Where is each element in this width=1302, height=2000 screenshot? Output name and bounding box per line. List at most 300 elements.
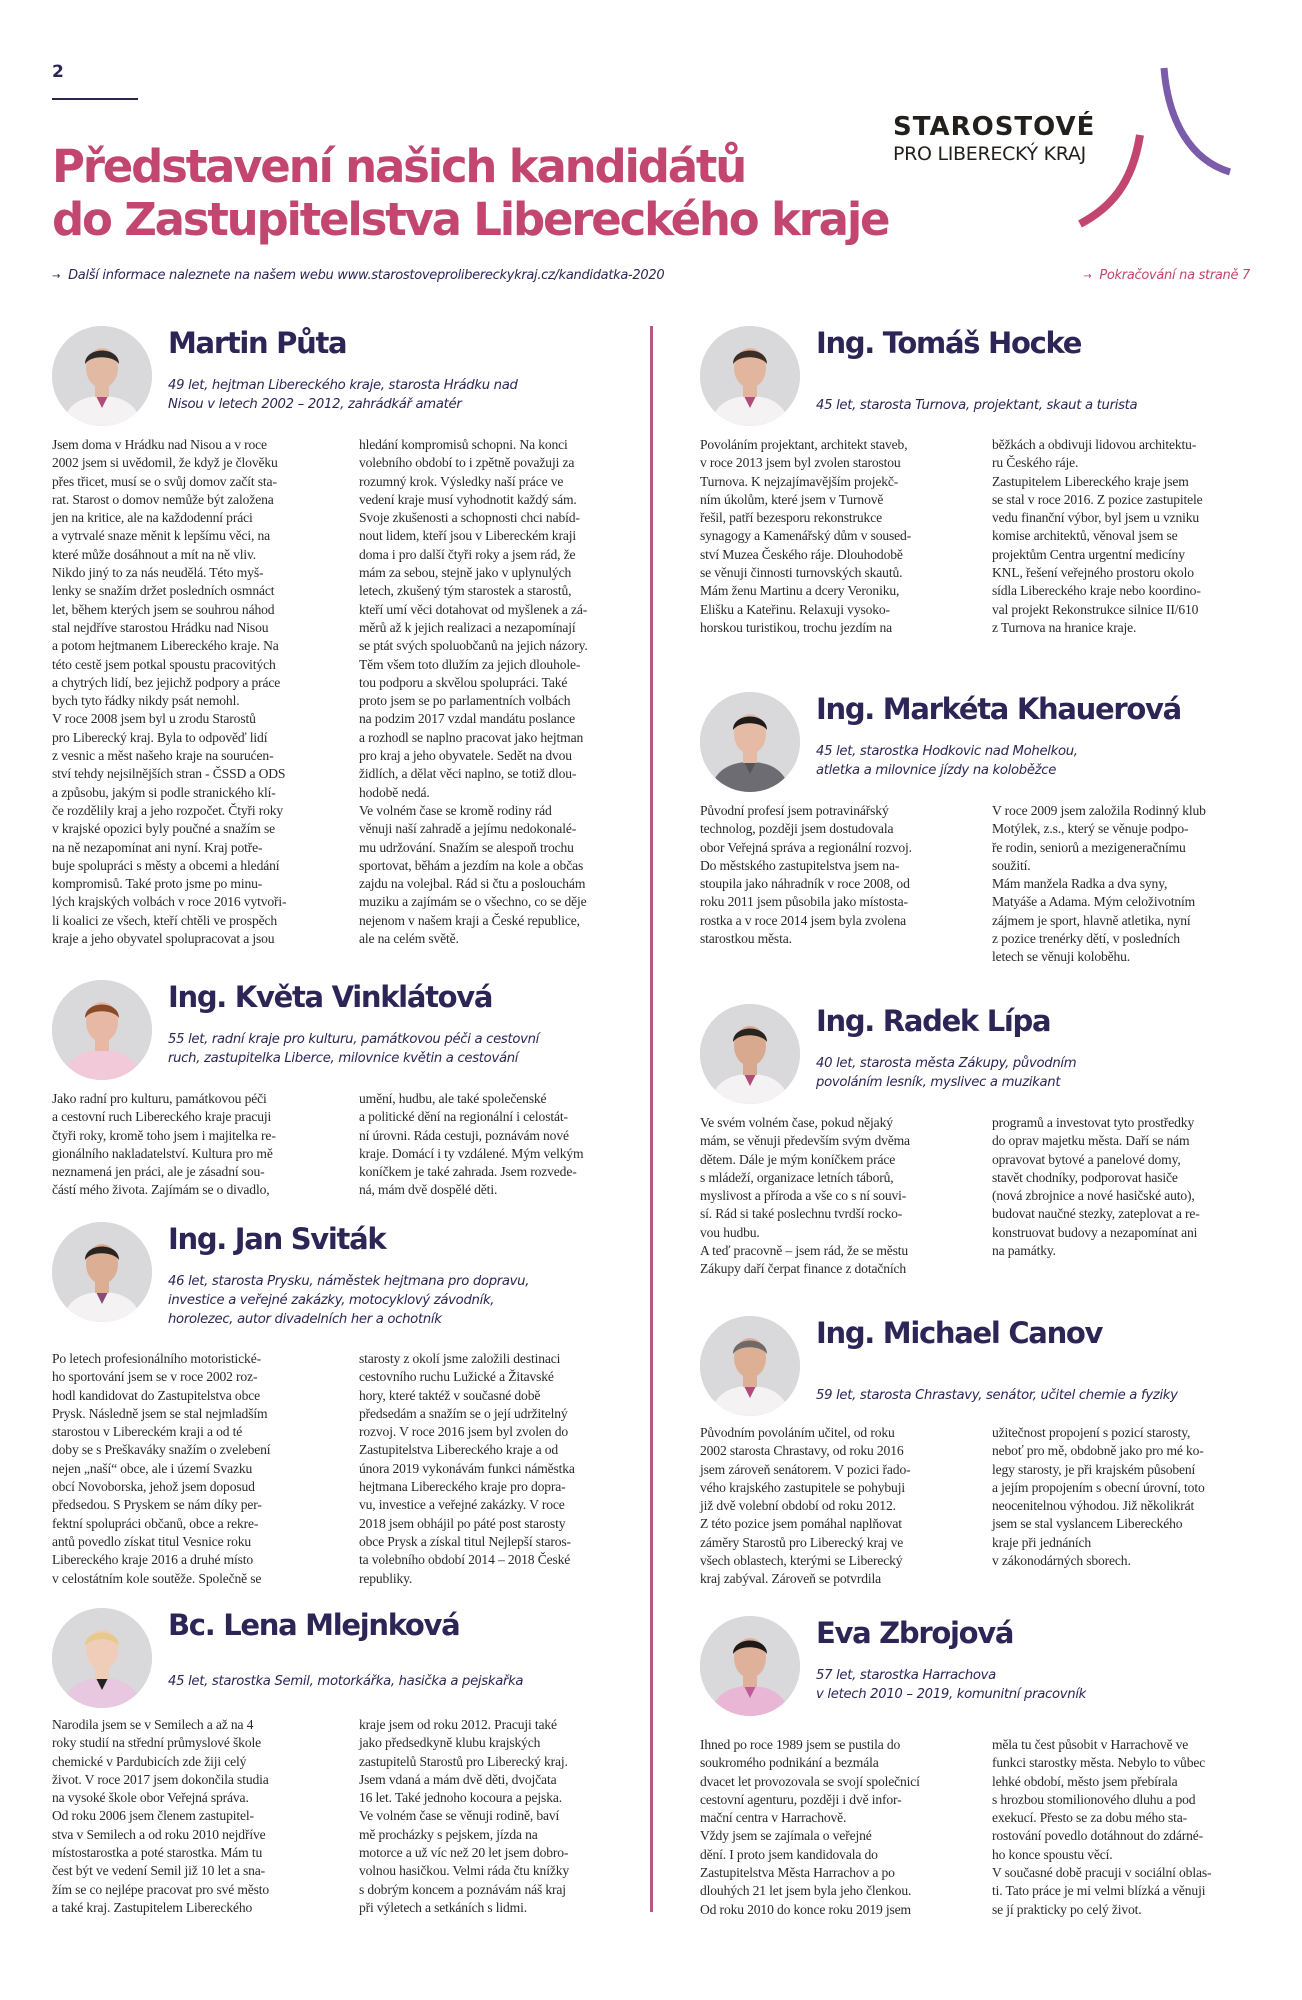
page-title-line-2: do Zastupitelstva Libereckého kraje [52,193,889,246]
bio-line: do oprav majetku města. Daří se nám [992,1133,1190,1149]
bio-line: zajdu na volejbal. Rád si čtu a poslouchám [359,876,586,892]
bio-line: Z této pozice jsem pomáhal naplňovat [700,1516,902,1532]
person-portrait-icon [52,1608,152,1708]
bio-line: starosty z okolí jsme založili destinaci [359,1351,561,1366]
bio-line: programů a investovat tyto prostředky [992,1115,1195,1130]
bio-line: Do městského zastupitelstva jsem na- [700,857,900,873]
candidate-bio [52,436,642,948]
bio-line: měla tu čest působit v Harrachově ve [992,1737,1189,1752]
bio-line: hledání kompromisů schopni. Na konci [359,437,568,452]
bio-line: a chytrých lidí, bez jejichž podpory a práce [52,674,281,690]
bio-column [359,1090,642,1200]
candidate-bio [700,1736,1260,1919]
candidate-bio [700,1424,1260,1589]
bio-line: 2018 jsem obhájil po páté post starosty [359,1515,566,1531]
arrow-icon: → [1083,271,1092,282]
bio-column [359,1350,642,1588]
bio-line: Zastupitelstva Města Harrachov a po [700,1865,895,1881]
bio-line: a politické dění na regionální i celostát- [359,1109,568,1125]
bio-column [700,802,968,967]
bio-line: koníčkem je také zahrada. Jsem rozvede- [359,1164,577,1180]
candidate-bio [52,1716,642,1917]
bio-line: rozvoj. V roce 2016 jsem byl zvolen do [359,1424,568,1440]
bio-line: kraj zabýval. Zároveň se potvrdila [700,1571,881,1587]
bio-line: neboť pro mě, obdobně jako pro mé ko- [992,1443,1204,1459]
bio-line: dětem. Dále je mým koníčkem práce [700,1151,896,1167]
bio-line: hory, které taktéž v současné době [359,1387,541,1403]
bio-line: na památky. [992,1243,1056,1259]
bio-line: život. V roce 2017 jsem dokončila studia [52,1771,269,1787]
candidate-bio [700,436,1260,637]
bio-line: věnuji naší zahradě a jejímu nedokonalé- [359,821,577,837]
candidate-role [816,396,1137,415]
candidate-photo [700,1316,800,1416]
bio-line: ře rodin, seniorů a mezigeneračnímu [992,839,1186,855]
bio-line: Matyáše a Adama. Mým celoživotním [992,894,1196,910]
bio-line: na ně nezapomínat ani nyní. Kraj potře- [52,839,263,855]
column-divider [650,326,653,1912]
bio-line: jen na kritice, ale na každodenní práci [52,510,253,526]
bio-line: roku 2011 jsem působila jako místosta- [700,894,908,910]
bio-column [992,802,1260,967]
candidate-photo [700,1616,800,1716]
bio-line: přes třicet, musí se o svůj domov začít sta- [52,473,277,489]
bio-line: vého krajského zastupitele se pohybuji [700,1479,905,1495]
candidate-role [168,1272,529,1329]
person-portrait-icon [52,980,152,1080]
bio-line: záměry Starostů pro Liberecký kraj ve [700,1534,904,1550]
bio-line: ho sportování jsem se v roce 2002 roz- [52,1369,258,1385]
bio-line: kteří umí věci dotahovat od myšlenek a zá- [359,601,588,617]
bio-line: horskou turistikou, trochu jezdím na [700,619,893,635]
person-portrait-icon [700,1004,800,1104]
bio-line: gionálního nakladatelství. Kultura pro mě [52,1145,273,1161]
candidate-name: Ing. Michael Canov [816,1316,1103,1350]
bio-line: mační centra v Harrachově. [700,1810,847,1826]
bio-line: čtyři roky, kromě toho jsem i majitelka re- [52,1127,276,1143]
bio-line: cestovního ruchu Lužické a Žitavské [359,1369,554,1385]
bio-line: roky studií na střední průmyslové škole [52,1735,261,1751]
candidate-role-line: horolezec, autor divadelních her a ochotník [168,1312,442,1327]
candidate-photo [52,1222,152,1322]
bio-line: hodl kandidovat do Zastupitelstva obce [52,1387,260,1403]
bio-line: obce Prysk a získal titul Nejlepší staros- [359,1533,571,1549]
candidate-photo [52,980,152,1080]
candidate-role-line: atletka a milovnice jízdy na koloběžce [816,763,1057,778]
bio-line: doma i pro další čtyři roky a jsem rád, že [359,546,576,562]
bio-line: V roce 2008 jsem byl u zrodu Starostů [52,711,256,727]
bio-line: hodobě nedá. [359,784,430,800]
candidate-bio [700,1114,1260,1279]
bio-line: se ptát svých spoluobčanů na jejich názory. [359,638,588,654]
candidate-name: Bc. Lena Mlejnková [168,1608,460,1642]
bio-line: ta volebního období 2014 – 2018 České [359,1552,571,1568]
bio-line: v roce 2013 jsem byl zvolen starostou [700,455,901,471]
page-title [52,140,888,246]
bio-line: ním úkolům, které jsem v Turnově [700,491,884,507]
page-title-line-1: Představení našich kandidátů [52,140,746,193]
bio-line: pro kraj a jeho obyvatele. Sedět na dvou [359,748,572,764]
candidate-name: Ing. Tomáš Hocke [816,326,1082,360]
website-info-line[interactable] [52,268,664,283]
bio-line: Prysk. Následně jsem se stal nejmladším [52,1405,268,1421]
bio-line: nejen „naší“ obce, ale i území Svazku [52,1460,253,1476]
bio-line: hejtmana Libereckého kraje pro dopra- [359,1479,566,1495]
bio-line: rozumný krok. Výsledky naší práce ve [359,473,564,489]
bio-line: 2002 starosta Chrastavy, od roku 2016 [700,1443,904,1459]
bio-line: exekucí. Přesto se za dobu mého sta- [992,1810,1188,1826]
bio-line: s mládeží, organizace letních táborů, [700,1169,894,1185]
bio-line: žím se co nejlépe pracovat pro své město [52,1881,270,1897]
bio-line: řešil, patří bezesporu rekonstrukce [700,510,882,526]
bio-line: Ve svém volném čase, pokud nějaký [700,1115,893,1130]
bio-line: běžkách a obdivuji lidovou architektu- [992,437,1197,452]
bio-line: na vysoké škole obor Veřejná správa. [52,1790,249,1806]
bio-line: a potom hejtmanem Libereckého kraje. Na [52,638,279,654]
bio-line: muziku a zajímám se o všechno, co se děje [359,894,587,910]
bio-line: letech, zkušený tým starostek a starostů, [359,583,572,599]
bio-line: Zastupitelem Libereckého kraje jsem [992,473,1189,489]
bio-line: Elišku a Kateřinu. Relaxuji vysoko- [700,601,890,617]
candidate-role-line: povoláním lesník, myslivec a muzikant [816,1075,1061,1090]
bio-line: sídla Libereckého kraje nebo koordino- [992,583,1201,599]
bio-line: Od roku 2010 do konce roku 2019 jsem [700,1901,911,1917]
bio-line: Ihned po roce 1989 jsem se pustila do [700,1737,901,1752]
bio-line: letech se věnuji koloběhu. [992,949,1131,965]
website-info-text: Další informace naleznete na našem webu www.starostoveprolibereckykraj.cz/kandidatka-2020 [68,268,665,283]
bio-line: Nikdo jiný to za nás neudělá. Této myš- [52,565,264,581]
bio-line: ho konce spoustu věcí. [992,1846,1113,1862]
continue-line[interactable] [1083,268,1250,283]
candidate-role-line: 46 let, starosta Prysku, náměstek hejtmana pro dopravu, [168,1274,530,1289]
bio-line: budovat naučné stezky, zateplovat a re- [992,1206,1200,1222]
bio-line: lehké období, město jsem přebírala [992,1773,1178,1789]
bio-line: doby se s Preškaváky snažím o zvelebení [52,1442,271,1458]
person-portrait-icon [700,1316,800,1416]
candidate-role [816,1054,1076,1092]
candidate-name: Ing. Markéta Khauerová [816,692,1181,726]
bio-line: Libereckého kraje 2016 a druhé místo [52,1552,254,1568]
bio-line: republiky. [359,1570,413,1586]
logo-text-region: PRO LIBERECKÝ KRAJ [893,143,1086,165]
bio-line: v krajské opozici byly poučné a snažím se [52,821,275,837]
bio-line: kompromisů. Také proto jsme po minu- [52,876,263,892]
candidate-role [816,1666,1086,1704]
bio-line: dvacet let provozovala se svojí společnicí [700,1773,920,1789]
candidate-role-line: ruch, zastupitelka Liberce, milovnice květin a cestování [168,1051,519,1066]
bio-column [52,1716,335,1917]
person-portrait-icon [700,692,800,792]
continue-text: Pokračování na straně 7 [1099,268,1250,283]
candidate-bio [52,1090,642,1200]
bio-column [52,1090,335,1200]
bio-line: Jsem doma v Hrádku nad Nisou a v roce [52,437,267,452]
bio-line: tou podporu a skvělou spolupráci. Také [359,674,568,690]
candidate-role-line: 45 let, starosta Turnova, projektant, skaut a turista [816,398,1138,413]
bio-line: již dvě volební období od roku 2012. [700,1498,896,1514]
arrow-icon: → [52,271,61,282]
bio-line: opravovat bytové a panelové domy, [992,1151,1181,1167]
bio-line: a vytrvalé snaze měnit k lepšímu věci, na [52,528,271,544]
bio-line: vou hudbu. [700,1224,760,1240]
bio-line: Motýlek, z.s., který se věnuje podpo- [992,821,1189,837]
bio-line: obor Veřejná správa a regionální rozvoj. [700,839,912,855]
bio-line: obcí Novoborska, jehož jsem doposud [52,1479,255,1495]
candidate-role [168,1030,539,1068]
bio-line: ní úrovni. Ráda cestuji, poznávám nové [359,1127,569,1143]
person-portrait-icon [52,326,152,426]
bio-line: Jsem vdaná a mám dvě děti, dvojčata [359,1771,557,1787]
bio-line: let, během kterých jsem se souhrou náhod [52,601,275,617]
bio-line: kraje jsem od roku 2012. Pracuji také [359,1717,557,1732]
bio-line: Povoláním projektant, architekt staveb, [700,437,908,452]
bio-line: kraje. Domácí i ty vzdálené. Mým velkým [359,1145,584,1161]
bio-line: Svoje zkušenosti a schopnosti chci nabíd- [359,510,580,526]
bio-line: konstruovat budovy a nezapomínat ani [992,1224,1198,1240]
bio-line: se jí prakticky po celý život. [992,1901,1142,1917]
bio-line: myslivost a příroda a vše co s ní souvi- [700,1188,907,1204]
bio-line: cestovní agenturu, později i dvě infor- [700,1791,902,1807]
candidate-role [816,742,1078,780]
bio-line: jako předsedkyně klubu krajských [359,1735,541,1751]
bio-line: této cestě jsem potkal spoustu pracovitých [52,656,276,672]
bio-line: ti. Tato práce je mi velmi blízká a věnuji [992,1883,1206,1899]
bio-line: neznamená jen práci, ale je zásadní sou- [52,1164,265,1180]
bio-line: stavět chodníky, podporovat hasiče [992,1169,1178,1185]
bio-line: s dobrým koncem a poznávám náš kraj [359,1881,566,1897]
bio-line: předsedám a snažím se o její udržitelný [359,1405,568,1421]
bio-line: Od roku 2006 jsem členem zastupitel- [52,1808,254,1824]
bio-line: mám, se věnuji především svým dvěma [700,1133,910,1149]
logo-arc-purple [1164,68,1230,172]
bio-line: zastupitelů Starostů pro Liberecký kraj. [359,1753,568,1769]
bio-line: lých krajských volbách v roce 2016 vytvoři- [52,894,287,910]
bio-line: 16 let. Také jednoho kocoura a pejska. [359,1790,562,1806]
logo-arc-pink [1080,135,1140,224]
bio-line: zájmem je sport, hlavně atletika, nyní [992,912,1191,928]
bio-line: rostka a v roce 2014 jsem byla zvolena [700,912,907,928]
bio-line: li koalici ze všech, kteří chtěli ve prospěch [52,912,278,928]
bio-line: Zákupy daří čerpat finance z dotačních [700,1261,907,1277]
bio-line: z vesnic a měst našeho kraje na sourućen- [52,748,274,764]
bio-line: které může dosáhnout a mít na ně vliv. [52,546,257,562]
bio-line: se stal v roce 2016. Z pozice zastupitele [992,491,1203,507]
bio-line: jsem se stal vyslancem Libereckého [992,1516,1183,1532]
candidate-role-line: 40 let, starosta města Zákupy, původním [816,1056,1077,1071]
bio-line: val projekt Rekonstrukce silnice II/610 [992,601,1199,617]
bio-line: a rozhodl se naplno pracovat jako hejtman [359,729,584,745]
bio-line: užitečnost propojení s pozicí starosty, [992,1425,1191,1440]
bio-line: stoupila jako náhradník v roce 2008, od [700,876,910,892]
bio-line: Mám manžela Radka a dva syny, [992,876,1168,892]
bio-line: Původní profesí jsem potravinářský [700,803,889,818]
bio-line: čest být ve vedení Semil již 10 let a sna- [52,1863,266,1879]
bio-column [359,436,642,948]
bio-line: v celostátním kole soutěže. Společně se [52,1570,262,1586]
candidate-role-line: 55 let, radní kraje pro kulturu, památkovou péči a cestovní [168,1032,540,1047]
bio-line: rat. Starost o domov nemůže být založena [52,491,274,507]
bio-line: a jejím propojením s obecní úrovní, toto [992,1479,1205,1495]
bio-line: A teď pracovně – jsem rád, že se městu [700,1243,909,1259]
bio-line: Po letech profesionálního motoristické- [52,1351,261,1366]
bio-line: (nová zbrojnice a nové hasičské auto), [992,1188,1195,1204]
bio-line: pro Liberecký kraj. Byla to odpověď lidí [52,729,268,745]
bio-line: stal nejdříve starostou Hrádku nad Nisou [52,619,269,635]
bio-line: antů povedlo získat titul Vesnice roku [52,1533,252,1549]
bio-line: židlích, a dělat věci naplno, se totiž dlou- [359,766,577,782]
bio-line: a cestovní ruch Libereckého kraje pracuji [52,1109,272,1125]
person-portrait-icon [700,326,800,426]
bio-line: funkci starostky města. Nebylo to vůbec [992,1755,1206,1771]
candidate-role [168,1672,523,1691]
bio-line: starostkou města. [700,931,792,947]
bio-line: V roce 2009 jsem založila Rodinný klub [992,803,1206,818]
bio-line: soukromého podnikání a bezmála [700,1755,879,1771]
bio-line: z Turnova na hranice kraje. [992,619,1137,635]
bio-line: vedu finanční výbor, byl jsem u vzniku [992,510,1200,526]
bio-line: mu udržování. Snažím se alespoň trochu [359,839,574,855]
candidate-name: Ing. Jan Sviták [168,1222,386,1256]
bio-line: buje spolupráci s městy a obcemi a hledání [52,857,280,873]
bio-line: částí mého života. Zajímám se o divadlo, [52,1182,270,1198]
bio-line: z pozice trenérky dětí, v posledních [992,931,1180,947]
bio-line: února 2019 vykonávám funkci náměstka [359,1460,575,1476]
candidate-role-line: 59 let, starosta Chrastavy, senátor, učitel chemie a fyziky [816,1388,1178,1403]
bio-line: neocenitelnou výhodou. Již několikrát [992,1498,1195,1514]
bio-line: KNL, řešení veřejného prostoru okolo [992,565,1194,581]
bio-line: nout lidem, kteří jsou v Libereckém kraji [359,528,576,544]
candidate-role-line: 57 let, starostka Harrachova [816,1668,996,1683]
bio-line: sportovat, běhám a jezdím na kole a občas [359,857,584,873]
bio-line: mám za sebou, stejně jako v uplynulých [359,565,572,581]
bio-column [992,1114,1260,1279]
bio-line: komise architektů, věnoval jsem se [992,528,1178,544]
bio-line: synagogy a Kamenářský dům v soused- [700,528,912,544]
bio-line: jsem zároveň senátorem. V pozici řado- [700,1461,911,1477]
bio-line: s hrozbou stomilionového dluhu a pod [992,1791,1196,1807]
bio-line: Jako radní pro kulturu, památkovou péči [52,1091,267,1106]
bio-line: Narodila jsem se v Semilech a až na 4 [52,1717,254,1732]
bio-column [359,1716,642,1917]
candidate-role-line: Nisou v letech 2002 – 2012, zahrádkář amatér [168,397,462,412]
candidate-photo [700,692,800,792]
bio-column [992,1424,1260,1589]
bio-line: vu, investice a veřejné zakázky. V roce [359,1497,565,1513]
candidate-name: Martin Půta [168,326,347,360]
bio-line: se věnuji činnosti turnovských skautů. [700,565,903,581]
bio-line: a způsobu, jakým si podle stranického klí- [52,784,276,800]
bio-column [992,1736,1260,1919]
bio-line: legy starosty, je při krajském působení [992,1461,1196,1477]
candidate-photo [52,1608,152,1708]
bio-line: kraje a jeho obyvatel spolupracovat a jsou [52,931,275,947]
person-portrait-icon [52,1222,152,1322]
bio-line: projektům Centra urgentní medicíny [992,546,1185,562]
bio-line: umění, hudbu, ale také společenské [359,1091,547,1106]
bio-line: Zastupitelstva Libereckého kraje a od [359,1442,559,1458]
bio-column [700,1114,968,1279]
candidate-bio [52,1350,642,1588]
candidate-name: Ing. Květa Vinklátová [168,980,493,1014]
logo-arcs-icon [1060,60,1240,240]
bio-column [700,436,968,637]
logo-text-starostove: STAROSTOVÉ [893,112,1096,142]
bio-line: a také kraj. Zastupitelem Libereckého [52,1899,253,1915]
bio-line: místostarostka a poté starostka. Mám tu [52,1845,263,1861]
bio-line: předsedou. S Pryskem se nám díky per- [52,1497,262,1513]
bio-line: V současné době pracuji v sociální oblas- [992,1865,1212,1881]
bio-line: v zákonodárných sborech. [992,1553,1131,1569]
candidate-role-line: 49 let, hejtman Libereckého kraje, starosta Hrádku nad [168,378,518,393]
bio-line: ná, mám dvě dospělé děti. [359,1182,498,1198]
bio-line: nejenom v našem kraji a České republice, [359,912,580,928]
bio-line: dění. I proto jsem kandidovala do [700,1846,878,1862]
bio-line: Turnova. K nejzajímavějším projekč- [700,473,899,489]
page-number-rule [52,98,138,100]
bio-line: sí. Rád si také poslechnu tvrdší rocko- [700,1206,903,1222]
bio-line: měrů až k jejich realizaci a nezapomínají [359,619,576,635]
candidate-role [816,1386,1178,1405]
bio-line: bych tyto řádky nikdy psát nemohl. [52,693,240,709]
bio-line: volnou hasičkou. Velmi ráda čtu knížky [359,1863,569,1879]
bio-line: Vždy jsem se zajímala o veřejné [700,1828,872,1844]
bio-line: starostou v Libereckém kraji a od té [52,1424,243,1440]
bio-line: lenky se snažím držet posledních osmnáct [52,583,275,599]
candidate-photo [700,326,800,426]
bio-line: kraje při jednáních [992,1534,1092,1550]
bio-line: Mám ženu Martinu a dcery Veroniku, [700,583,900,599]
bio-line: ství Muzea Českého ráje. Dlouhodobě [700,546,903,562]
candidate-role [168,376,518,414]
bio-line: všech oblastech, kterými se Liberecký [700,1553,903,1569]
bio-line: Původním povoláním učitel, od roku [700,1425,895,1440]
bio-line: Těm všem toto dlužím za jejich dlouhole- [359,656,581,672]
candidate-photo [700,1004,800,1104]
bio-column [700,1424,968,1589]
bio-column [52,436,335,948]
bio-line: motorce a už víc než 20 let jsem dobro- [359,1845,569,1861]
page-number: 2 [52,62,64,82]
bio-line: chemické v Pardubicích zde žiji celý [52,1753,247,1769]
bio-line: če rozdělily kraj a jeho rozpočet. Čtyři roky [52,802,284,818]
bio-line: Ve volném čase se kromě rodiny rád [359,802,552,818]
bio-line: při výletech a setkáních s lidmi. [359,1899,527,1915]
candidate-role-line: v letech 2010 – 2019, komunitní pracovník [816,1687,1087,1702]
bio-column [992,436,1260,637]
candidate-name: Ing. Radek Lípa [816,1004,1051,1038]
bio-line: stva v Semilech a od roku 2010 nejdříve [52,1826,266,1842]
bio-line: 2002 jsem si uvědomil, že když je člověku [52,455,278,471]
bio-line: ale na celém světě. [359,931,459,947]
bio-line: Ve volném čase se věnuji rodině, baví [359,1808,560,1824]
bio-line: mě procházky s pejskem, jízda na [359,1826,538,1842]
candidate-name: Eva Zbrojová [816,1616,1014,1650]
bio-line: proto jsem se po parlamentních volbách [359,693,571,709]
bio-line: vedení kraje musí vyhodnotit každý sám. [359,491,577,507]
bio-line: na podzim 2017 vzdal mandátu poslance [359,711,576,727]
bio-line: fektní spolupráci občanů, obce a rekre- [52,1515,259,1531]
bio-line: technolog, později jsem dostudovala [700,821,894,837]
bio-line: ru Českého ráje. [992,455,1079,471]
bio-line: soužití. [992,857,1031,873]
candidate-role-line: 45 let, starostka Hodkovic nad Mohelkou, [816,744,1078,759]
bio-column [52,1350,335,1588]
candidate-role-line: 45 let, starostka Semil, motorkářka, hasička a pejskařka [168,1674,524,1689]
person-portrait-icon [700,1616,800,1716]
bio-column [700,1736,968,1919]
bio-line: dlouhých 21 let jsem byla jeho členkou. [700,1883,912,1899]
candidate-role-line: investice a veřejné zakázky, motocyklový závodník, [168,1293,495,1308]
